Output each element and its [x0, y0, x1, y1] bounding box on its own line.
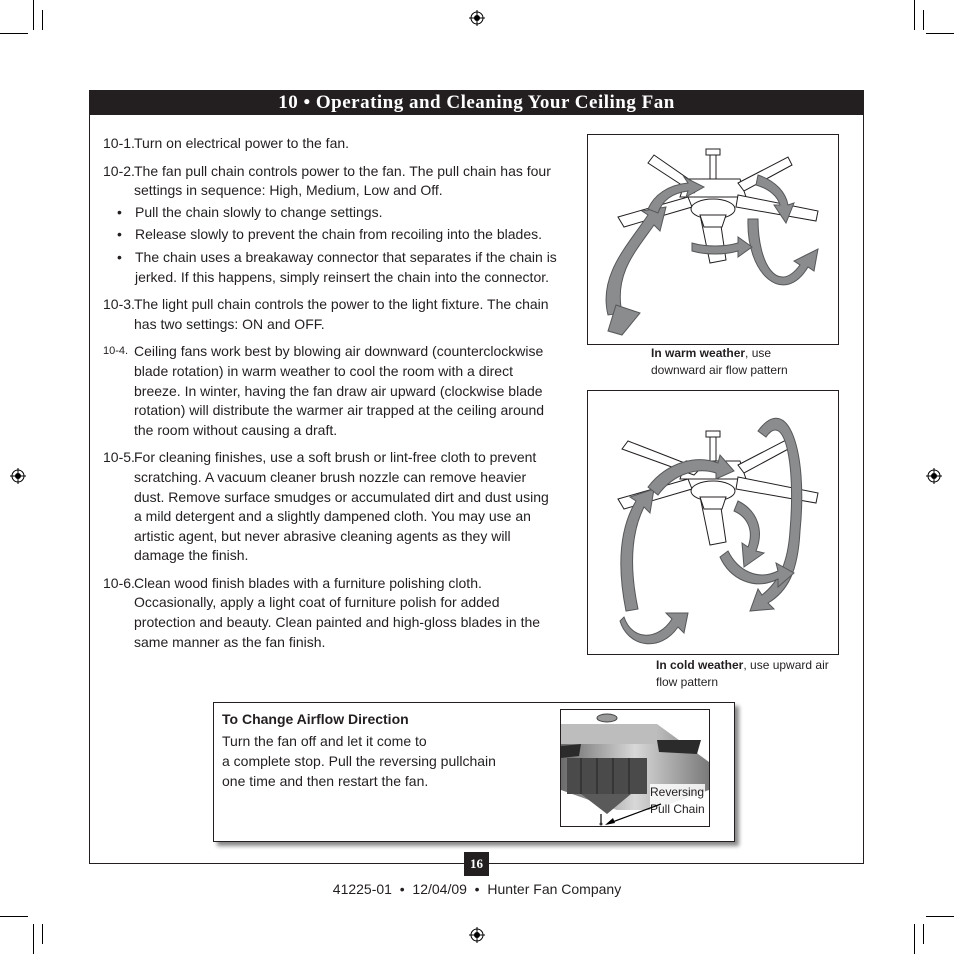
registration-mark-icon: [10, 468, 26, 484]
bullet: •: [117, 248, 122, 265]
airflow-line: one time and then restart the fan.: [222, 773, 429, 789]
step-10-5: [103, 448, 558, 566]
crop-mark: [42, 924, 43, 944]
step-text: The light pull chain controls the power to the light fixture. The chain has two settings: ON and OFF.: [134, 296, 549, 332]
airflow-line: a complete stop. Pull the reversing pullchain: [222, 753, 496, 769]
bullet-text: Release slowly to prevent the chain from recoiling into the blades.: [135, 226, 542, 243]
page-title: 10 • Operating and Cleaning Your Ceiling Fan: [89, 90, 864, 115]
bullet-text: Pull the chain slowly to change settings.: [135, 203, 383, 220]
crop-mark: [33, 0, 34, 30]
pointer-arrow-icon: [561, 710, 709, 826]
crop-mark: [914, 924, 915, 954]
step-10-4: [103, 342, 558, 440]
label-line: Pull Chain: [650, 802, 705, 816]
list-item: [103, 203, 558, 223]
step-text: For cleaning finishes, use a soft brush or lint-free cloth to prevent scratching. A vacuum cleaner brush nozzle can remove heavier dust. Remove surface smudges or accumulated dirt and dust using a mild detergent and a slightly dampened cloth. You may use an artistic agent, but never abrasive cleaning agents as they will damage the finish.: [134, 449, 549, 564]
step-number: 10-6.: [103, 574, 135, 591]
step-10-1: [103, 134, 558, 154]
step-10-3: [103, 295, 558, 334]
crop-mark: [914, 0, 915, 30]
crop-mark: [923, 924, 924, 944]
cold-weather-caption: [656, 657, 831, 691]
label-line: Reversing: [650, 785, 705, 799]
airflow-heading: To Change Airflow Direction: [222, 711, 409, 727]
list-item: [103, 225, 558, 245]
crop-mark: [33, 924, 34, 954]
bullet-text: The chain uses a breakaway connector that separates if the chain is jerked. If this happens, simply reinsert the chain into the connector.: [135, 248, 557, 285]
page-number: 16: [464, 852, 489, 876]
crop-mark: [0, 33, 28, 34]
step-number: 10-3.: [103, 296, 135, 313]
ceiling-fan-downflow-illustration: [588, 135, 838, 344]
caption-bold: In warm weather: [651, 346, 746, 360]
crop-mark: [0, 916, 28, 917]
cold-weather-figure: [587, 390, 839, 655]
crop-mark: [923, 10, 924, 30]
step-10-6: [103, 574, 558, 652]
caption-text: , use downward air flow pattern: [651, 346, 788, 377]
ceiling-fan-upflow-illustration: [588, 391, 838, 654]
step-number: 10-1.: [103, 135, 135, 151]
step-number: 10-5.: [103, 449, 135, 466]
step-text: The fan pull chain controls power to the fan. The pull chain has four settings in sequence: High, Medium, Low and Off.: [134, 162, 551, 199]
crop-mark: [926, 916, 954, 917]
step-text: Ceiling fans work best by blowing air downward (counterclockwise blade rotation) in warm weather to cool the room with a direct breeze. In winter, having the fan draw air upward (clockwise blade rotation) will distribute the warmer air trapped at the ceiling around the room without causing a draft.: [134, 343, 545, 438]
step-text: Turn on electrical power to the fan.: [134, 135, 350, 151]
registration-mark-icon: [926, 468, 942, 484]
step-10-2: [103, 162, 558, 288]
list-item: [103, 248, 558, 287]
crop-mark: [926, 33, 954, 34]
bullet: •: [117, 203, 122, 220]
pull-chain-figure: [560, 709, 710, 827]
bullet-list: [103, 203, 558, 287]
step-number: 10-4.: [103, 345, 129, 358]
bullet: •: [117, 226, 122, 243]
warm-weather-figure: [587, 134, 839, 345]
registration-mark-icon: [469, 10, 485, 26]
warm-weather-caption: [651, 345, 826, 379]
step-text: Clean wood finish blades with a furniture polishing cloth. Occasionally, apply a light coat of furniture polish for added protection and beauty. Clean painted and high-gloss blades in the same manner as the fan finish.: [134, 574, 541, 650]
registration-mark-icon: [469, 927, 485, 943]
caption-text: , use upward air flow pattern: [656, 658, 829, 689]
step-number: 10-2.: [103, 162, 135, 179]
airflow-line: Turn the fan off and let it come to: [222, 733, 427, 749]
instructions: [103, 134, 558, 660]
crop-mark: [42, 10, 43, 30]
footer: 41225-01 • 12/04/09 • Hunter Fan Company: [332, 881, 622, 897]
change-airflow-box: [213, 702, 735, 842]
caption-bold: In cold weather: [656, 658, 744, 672]
airflow-instructions: [222, 731, 522, 791]
